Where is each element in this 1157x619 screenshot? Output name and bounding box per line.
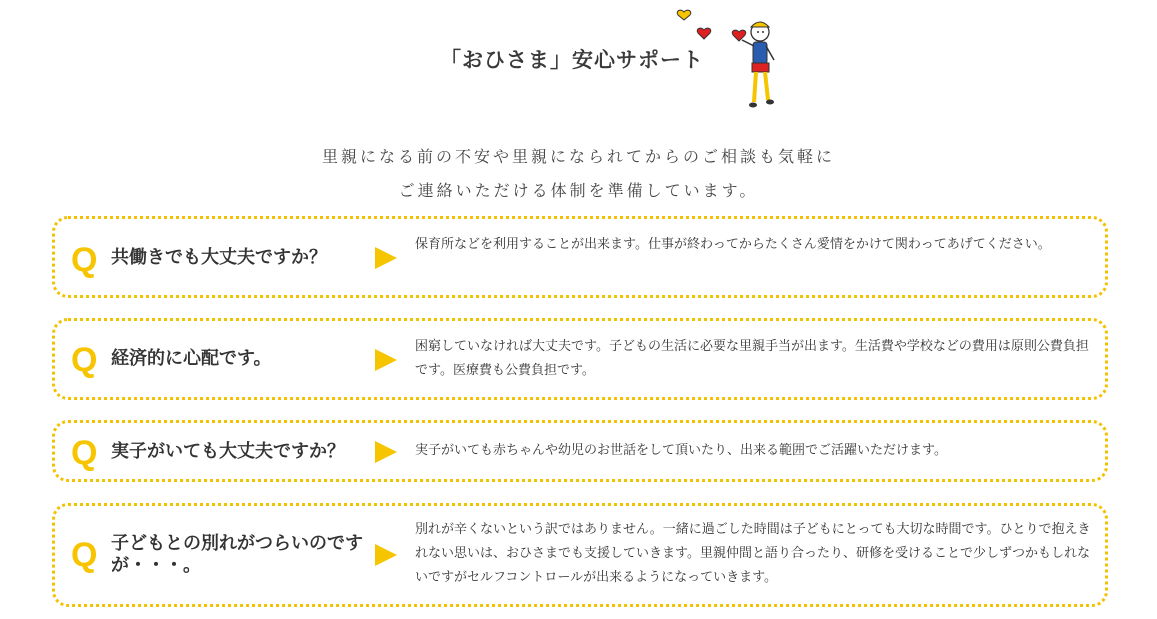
q-icon: Q — [71, 241, 98, 279]
faq-answer: 困窮していなければ大丈夫です。子どもの生活に必要な里親手当が出ます。生活費や学校などの費用は原則公費負担です。医療費も公費負担です。 — [415, 339, 1089, 378]
page-title: 「おひさま」安心サポート — [440, 48, 704, 72]
heart-icon — [697, 28, 711, 39]
q-icon: Q — [71, 341, 98, 379]
intro-line-2: ご連絡いただける体制を準備しています。 — [398, 181, 759, 200]
arrow-right-icon — [375, 349, 397, 371]
mascot-illustration — [672, 2, 792, 117]
faq-item — [52, 503, 1108, 607]
arrow-right-icon — [375, 441, 397, 463]
arrow-right-icon — [375, 544, 397, 566]
intro-line-1: 里親になる前の不安や里親になられてからのご相談も気軽に — [321, 147, 835, 166]
faq-answer: 保育所などを利用することが出来ます。仕事が終わってからたくさん愛情をかけて関わってあげてください。 — [415, 237, 1051, 252]
heart-icon — [677, 10, 691, 20]
heart-icon — [732, 30, 746, 41]
faq-answer: 別れが辛くないという訳ではありません。一緒に過ごした時間は子どもにとっても大切な時間です。ひとりで抱えきれない思いは、おひさまでも支援していきます。里親仲間と語り合ったり、研修を受けることで少しずつかもしれないですがセルフコントロールが出来るようになっていきます。 — [415, 522, 1091, 585]
section-header — [0, 0, 1157, 120]
faq-item — [52, 318, 1108, 400]
faq-answer: 実子がいても赤ちゃんや幼児のお世話をして頂いたり、出来る範囲でご活躍いただけます。 — [415, 443, 947, 458]
faq-question: 共働きでも大丈夫ですか？ — [111, 247, 327, 268]
q-icon: Q — [71, 536, 98, 574]
faq-question: 経済的に心配です。 — [111, 348, 272, 369]
faq-question: 子どもとの別れがつらいのですが・・・。 — [111, 533, 363, 576]
faq-item — [52, 420, 1108, 482]
faq-question: 実子がいても大丈夫ですか？ — [111, 441, 345, 462]
arrow-right-icon — [375, 247, 397, 269]
faq-item — [52, 216, 1108, 298]
q-icon: Q — [71, 434, 98, 472]
